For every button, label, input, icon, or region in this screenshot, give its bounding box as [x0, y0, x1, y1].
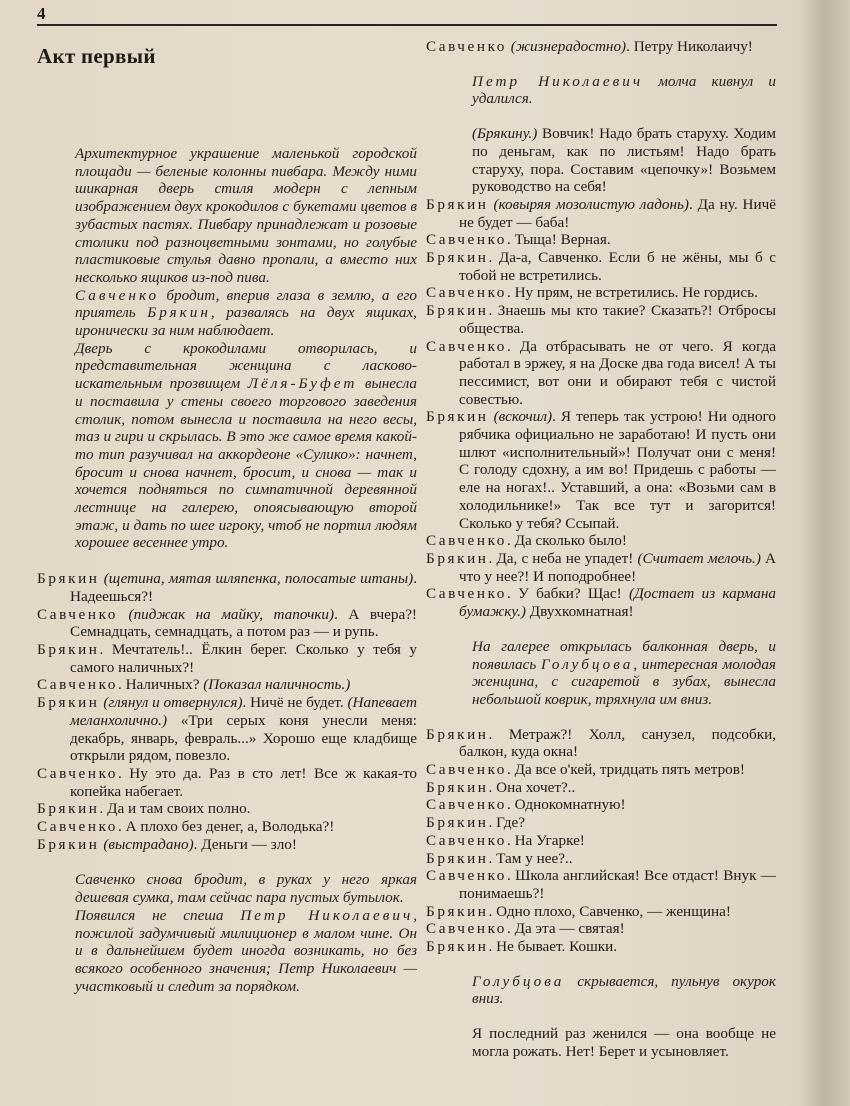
dialogue-block	[426, 726, 776, 956]
stage-paragraph	[472, 638, 776, 709]
dialogue-line	[37, 676, 417, 694]
dialogue-line	[426, 338, 776, 409]
stage-paragraph	[75, 907, 417, 996]
stage-paragraph	[75, 340, 417, 552]
speaker: Савченко	[426, 337, 507, 355]
speaker: Брякин	[426, 549, 489, 567]
right-column	[426, 38, 776, 1061]
speaker: Савченко	[426, 38, 507, 55]
line-text: . Тыща! Верная.	[506, 231, 611, 249]
stage-paragraph: Савченко снова бродит, в руках у него яркая дешевая сумка, там сейчас пара пустых бутылок.	[75, 871, 417, 907]
line-text: . Где?	[488, 814, 525, 832]
speaker: Брякин	[426, 725, 489, 743]
dialogue-line	[426, 761, 776, 779]
speaker: Брякин	[37, 640, 100, 658]
direction: (пиджак на майку, тапочки)	[128, 605, 335, 623]
line-text: . У бабки? Щас!	[506, 585, 630, 603]
direction: (Достает из кармана бумажку.)	[459, 585, 776, 621]
speaker: Савченко	[426, 585, 507, 603]
direction: (жизнерадостно)	[510, 38, 627, 55]
dialogue-line	[426, 408, 776, 532]
stage-direction-policeman	[37, 871, 417, 995]
stage-paragraph	[472, 973, 776, 1008]
dialogue-line	[37, 818, 417, 836]
page-number: 4	[37, 4, 46, 23]
direction: (Показал наличность.)	[203, 676, 351, 694]
speaker: Брякин	[426, 902, 489, 920]
line-text: . Она хочет?..	[488, 778, 576, 796]
line-text: . Не бывает. Кошки.	[488, 938, 618, 956]
stage-text: Появился не спеша	[75, 906, 241, 924]
line-text: . Я теперь так устрою! Ни одного рябчика официально не заработаю! И пусть они шлют «исполнительный»! Получат они с меня! С голоду сдохну, а им во! Придешь с работы — еле на ногах!.. Уставший, а она: «Возьми сам в холодильнике!» Так все тут и загорится! Сколько у тебя? Ссыпай.	[459, 408, 777, 532]
speaker: Савченко	[426, 831, 507, 849]
speaker: Савченко	[37, 818, 118, 836]
stage-text: бродит, вперив глаза в землю, а его приятель	[75, 286, 417, 322]
dialogue-line	[426, 284, 776, 302]
stage-paragraph: Архитектурное украшение маленькой городской площади — беленые колонны пивбара. Между ними шикарная дверь стиля модерн с лепным изображением двух крокодилов с букетами цветов в зубастых пастях. Пивбару принадлежат и розовые столики под разноцветными зонтами, но голубые пластиковые стулья давно пропали, а вместо них несколько ящиков из-под пива.	[75, 145, 417, 286]
speaker: Савченко	[426, 532, 507, 550]
speaker: Брякин	[37, 800, 100, 818]
dialogue-line	[426, 938, 776, 956]
line-text: . А плохо без денег, а, Володька?!	[117, 818, 335, 836]
line-text: . Да-а, Савченко. Если б не жёны, мы б с тобой не встретились.	[459, 249, 776, 284]
speaker: Савченко	[37, 676, 118, 694]
speaker: Савченко	[37, 605, 118, 623]
line-text: Вовчик! Надо брать старуху. Ходим по деньгам, как по листьям! Надо брать старуху, пора. Составим «цепочку»! Возьмем руководство на себя!	[472, 125, 776, 196]
speaker: Брякин	[37, 694, 100, 712]
line-text: «Три серых коня унесли меня: декабрь, январь, февраль...» Хорошо еще кладбище открыли рядом, повезло.	[70, 711, 417, 765]
speaker: Брякин	[426, 814, 489, 832]
line-text: . Однокомнатную!	[506, 796, 626, 814]
dialogue-line	[426, 231, 776, 249]
line-text: . Да сколько было!	[506, 532, 627, 550]
dialogue-line	[37, 836, 417, 854]
speaker: Брякин	[37, 570, 100, 588]
direction: (Брякину.)	[472, 125, 538, 143]
dialogue-line	[37, 641, 417, 676]
line-text: . Одно плохо, Савченко, — женщина!	[488, 902, 731, 920]
direction: (выстрадано)	[103, 835, 194, 853]
character-name: Петр Николаевич	[240, 906, 414, 924]
stage-direction	[426, 73, 776, 108]
speaker: Савченко	[426, 920, 507, 938]
dialogue-line	[426, 302, 776, 337]
line-text: . Ничё не будет.	[242, 694, 348, 712]
dialogue-line	[426, 550, 776, 585]
act-title: Акт первый	[37, 44, 156, 68]
stage-paragraph	[75, 287, 417, 340]
stage-direction-intro	[37, 145, 417, 552]
speaker: Брякин	[426, 195, 489, 213]
stage-text: На галерее открылась балконная дверь, и появилась	[472, 637, 776, 673]
stage-text: Дверь с крокодилами отворилась, и представительная женщина с ласково-искательным прозвищем	[75, 339, 417, 393]
line-text: . Метраж?! Холл, санузел, подсобки, балкон, куда окна!	[459, 725, 776, 761]
dialogue-line	[426, 125, 776, 196]
dialogue-block	[426, 196, 776, 621]
dialogue-line	[426, 903, 776, 921]
speaker: Брякин	[426, 849, 489, 867]
speaker: Брякин	[426, 938, 489, 956]
speaker: Брякин	[426, 302, 489, 320]
character-name: Савченко	[75, 286, 160, 304]
stage-direction-golubtsova	[426, 638, 776, 709]
character-name: Голубцова	[472, 972, 565, 990]
character-name: Голубцова	[541, 655, 634, 673]
dialogue-line	[426, 920, 776, 938]
direction: (глянул и отвернулся)	[103, 694, 243, 712]
line-text: . Да и там своих полно.	[99, 800, 251, 818]
line-text: . А вчера?! Семнадцать, семнадцать, а потом раз — и рупь.	[70, 605, 417, 641]
dialogue-line: Я последний раз женился — она вообще не могла рожать. Нет! Берет и усыновляет.	[472, 1025, 776, 1060]
dialogue-line	[426, 850, 776, 868]
stage-direction-exit	[426, 973, 776, 1008]
line-text: . Ну это да. Раз в сто лет! Все ж какая-то копейка набегает.	[70, 764, 417, 800]
line-text: . Наличных?	[117, 676, 204, 694]
speaker: Савченко	[426, 231, 507, 249]
line-text: . Там у нее?..	[488, 849, 573, 867]
line-text: . Петру Николаичу!	[626, 38, 753, 55]
stage-text: , интересная молодая женщина, с сигаретой в зубах, вынесла небольшой коврик, тряхнула им вниз.	[472, 655, 776, 708]
line-text: . Знаешь мы кто такие? Сказать?! Отбросы общества.	[459, 302, 776, 337]
character-name: Брякин	[147, 304, 211, 322]
dialogue-line	[37, 694, 417, 765]
dialogue-line	[37, 606, 417, 641]
stage-text: , развалясь на двух ящиках, иронически за ним наблюдает.	[75, 304, 417, 340]
direction: (щетина, мятая шляпенка, полосатые штаны)	[103, 570, 414, 588]
speaker: Брякин	[37, 835, 100, 853]
left-column	[37, 40, 417, 995]
stage-text: вынесла и поставила у стены своего торгового заведения столик, потом вынесла и поставила на него весы, таз и гири и скрылась. В это же самое время какой-то тип разучивал на аккордеоне «Сулико»: начнет, бросит и снова начнет, бросит, и снова — так и хочется подняться по симпатичной деревянной лестнице на галерею, опоясывающую второй этаж, и дать по шее игроку, чтоб не портил людям хорошее весеннее утро.	[75, 375, 417, 552]
line-text: . Мечтатель!.. Ёлкин берег. Сколько у тебя у самого наличных?!	[70, 640, 417, 676]
speaker: Брякин	[426, 408, 489, 426]
line-text: . Да, с неба не упадет!	[488, 549, 638, 567]
dialogue-line	[37, 800, 417, 818]
speaker: Савченко	[426, 284, 507, 302]
dialogue-line	[426, 38, 776, 56]
direction: (Напевает меланхолично.)	[70, 694, 418, 729]
line-text: . Да эта — святая!	[506, 920, 625, 938]
dialogue-line	[426, 796, 776, 814]
line-text: . На Угарке!	[506, 831, 585, 849]
line-text: . Да отбрасывать не от чего. Я когда работал в эржеу, я на Доске два года висел! А ты пессимист, вот они и обирают тебя с чистой совестью.	[459, 337, 776, 408]
stage-text: молча кивнул и удалился.	[472, 72, 776, 108]
dialogue-line	[426, 867, 776, 902]
dialogue-line	[426, 779, 776, 797]
stage-text: , пожилой задумчивый милиционер в малом чине. Он и в дальнейшем будет иногда возникать, но без всякого особенного значения; Петр Николаевич — участковый и следит за порядком.	[75, 906, 417, 995]
dialogue-block	[37, 570, 417, 853]
stage-paragraph	[472, 73, 776, 108]
dialogue-line	[426, 532, 776, 550]
dialogue-line	[426, 249, 776, 284]
line-text: . Надеешься?!	[70, 570, 418, 605]
dialogue-line	[37, 765, 417, 800]
stage-text: скрывается, пульнув окурок вниз.	[472, 972, 776, 1008]
speaker: Брякин	[426, 249, 489, 267]
speaker: Савченко	[37, 764, 118, 782]
direction: (вскочил)	[493, 408, 553, 426]
dialogue-line	[426, 726, 776, 761]
direction: (Считает мелочь.)	[637, 549, 761, 567]
line-text: . Школа английская! Все отдаст! Внук — понимаешь?!	[459, 867, 776, 902]
speaker: Савченко	[426, 867, 507, 885]
line-text: . Деньги — зло!	[193, 835, 297, 853]
character-name: Лёля-Буфет	[247, 375, 358, 393]
dialogue-line	[37, 570, 417, 605]
speaker: Брякин	[426, 778, 489, 796]
line-text: . Да все о'кей, тридцать пять метров!	[506, 761, 745, 779]
line-text: . Да ну. Ничё не будет — баба!	[459, 195, 777, 231]
line-text: Двухкомнатная!	[525, 603, 634, 621]
dialogue-line	[426, 832, 776, 850]
dialogue-line	[426, 196, 776, 231]
header-rule	[37, 24, 777, 26]
direction: (ковыряя мозолистую ладонь)	[493, 195, 689, 213]
line-text: . Ну прям, не встретились. Не гордись.	[506, 284, 758, 302]
dialogue-line	[426, 585, 776, 620]
speaker: Савченко	[426, 796, 507, 814]
dialogue-line	[426, 814, 776, 832]
character-name: Петр Николаевич	[472, 72, 644, 90]
speaker: Савченко	[426, 761, 507, 779]
line-text: А что у нее?! И поподробнее!	[459, 549, 776, 585]
